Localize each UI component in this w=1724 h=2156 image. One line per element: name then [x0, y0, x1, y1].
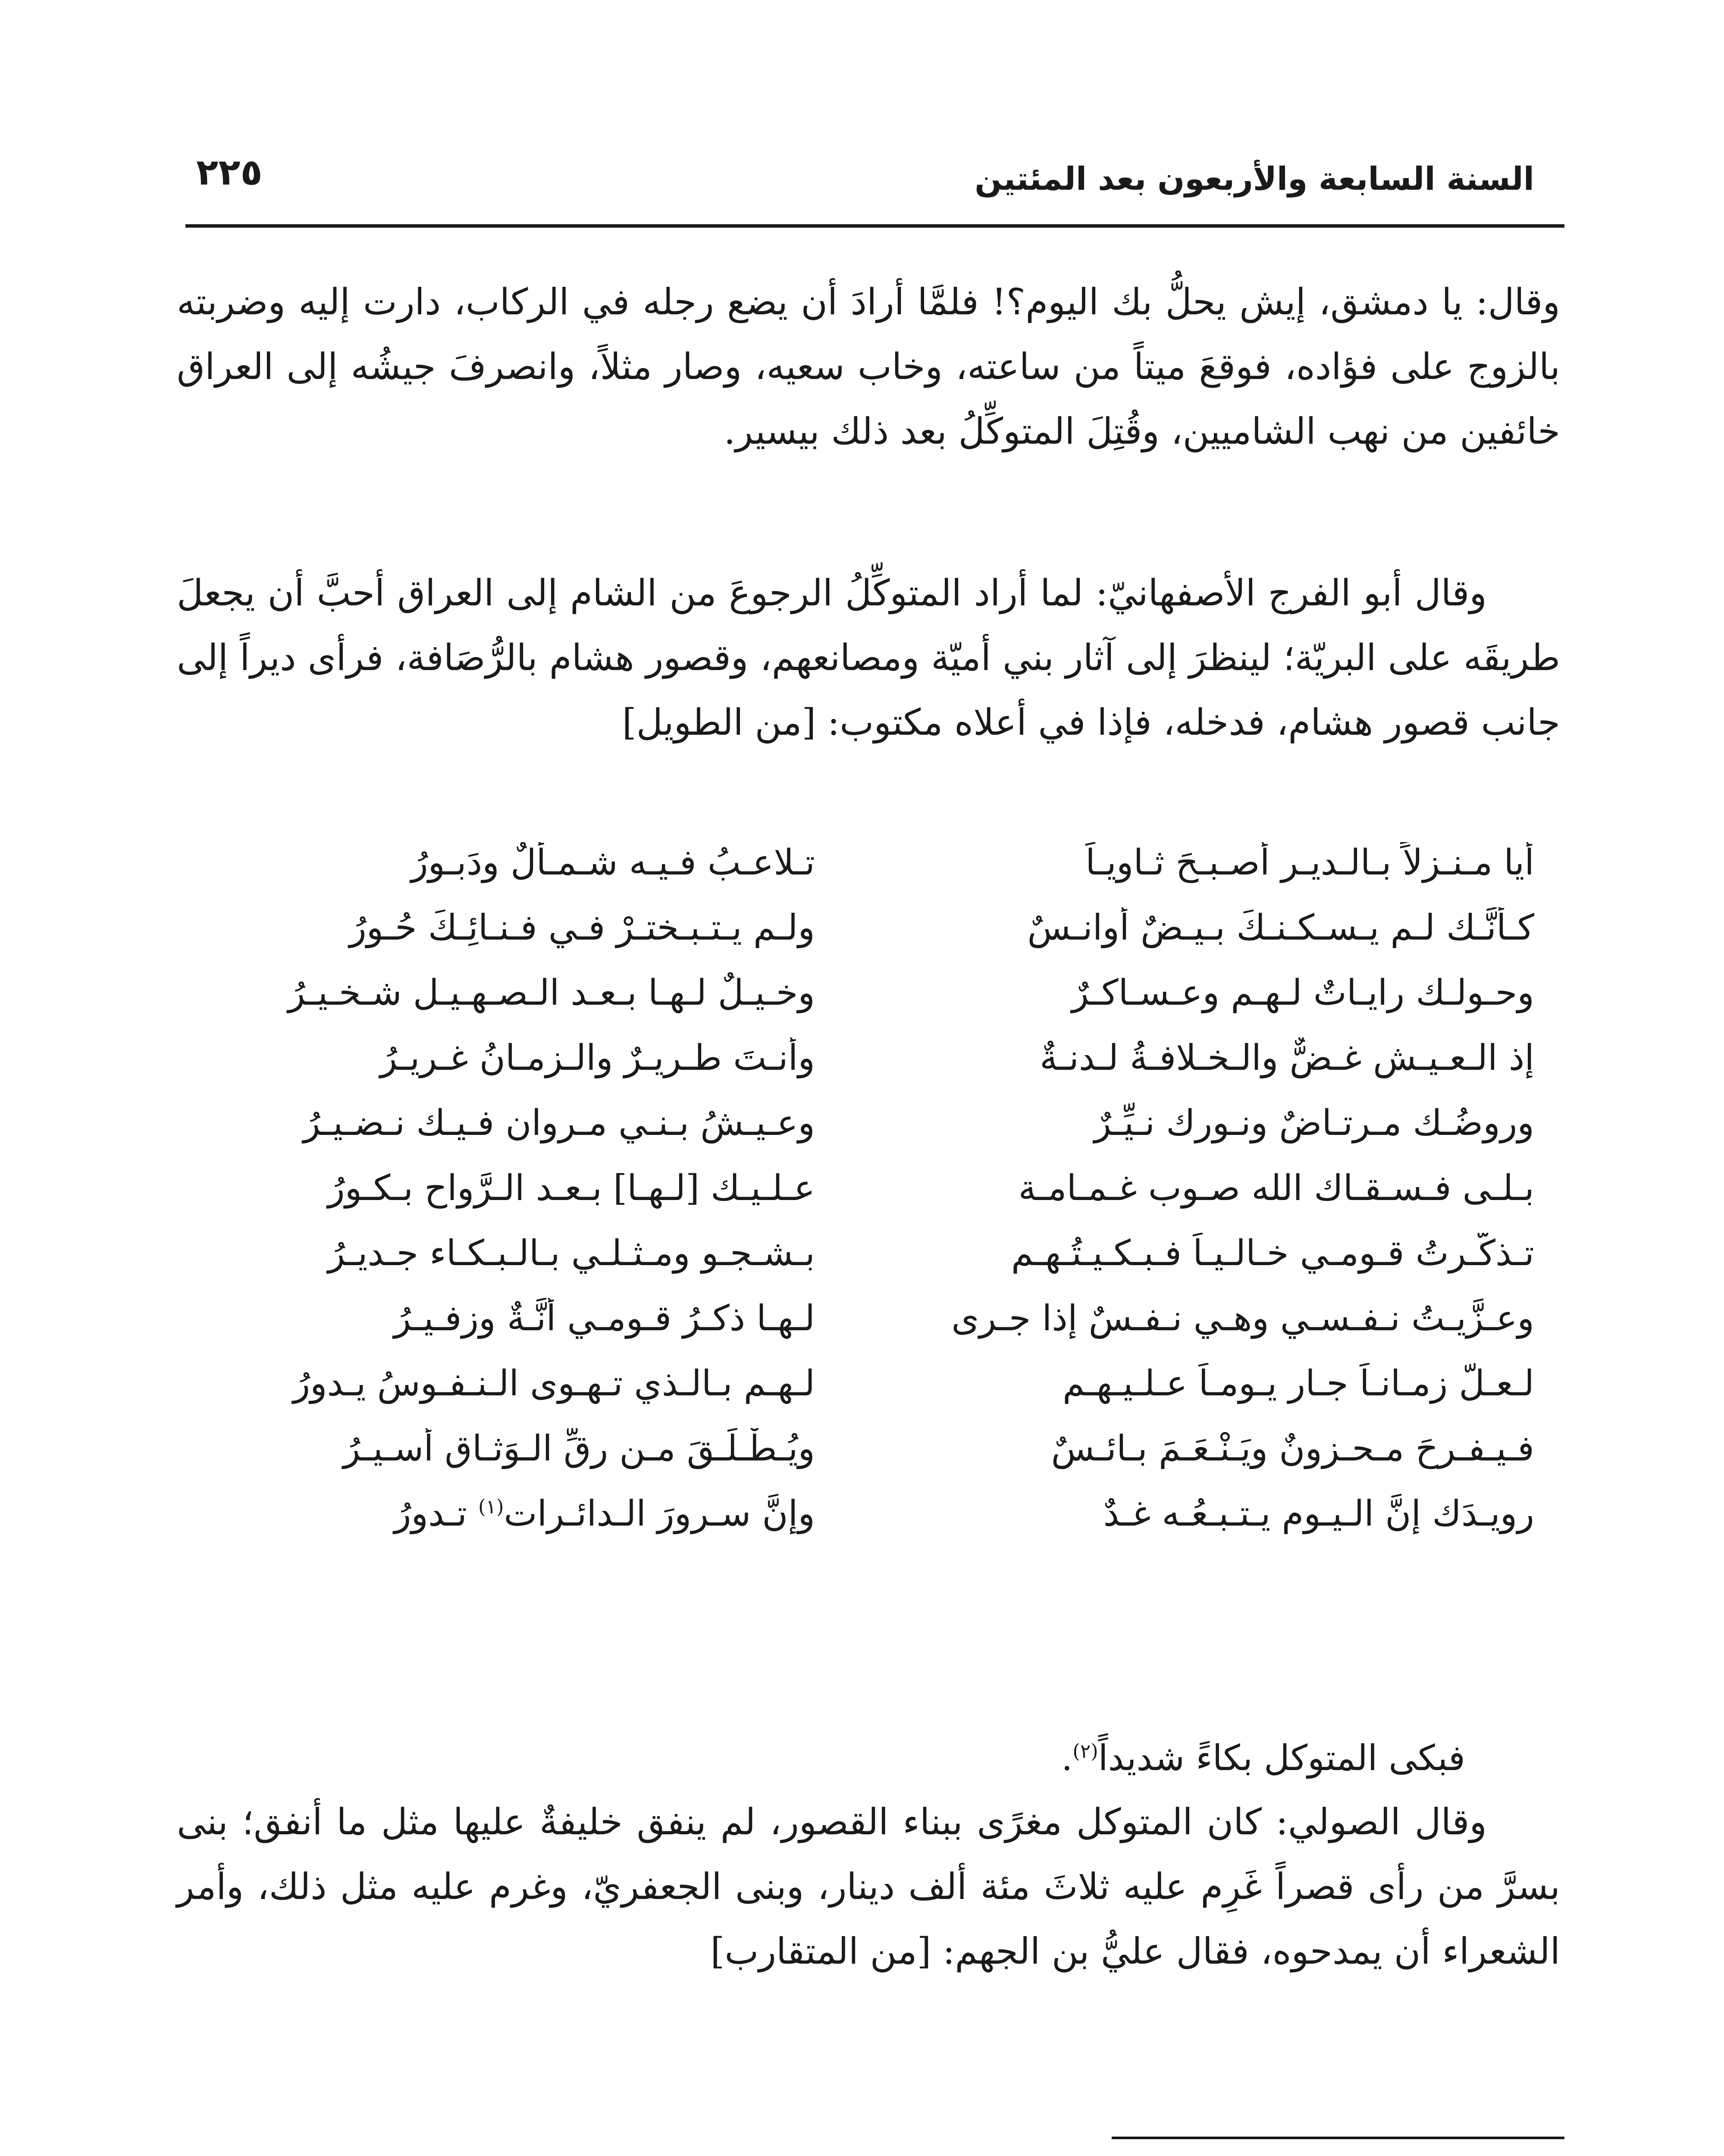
verse-11	[177, 1481, 1560, 1546]
paragraph-3	[177, 1789, 1560, 1984]
verse-10	[177, 1416, 1560, 1481]
verse-7	[177, 1221, 1560, 1286]
running-title: السنة السابعة والأربعون بعد المئتين	[975, 160, 1534, 197]
verse-2	[177, 895, 1560, 960]
verse-5	[177, 1091, 1560, 1156]
first-hemistich: وعـزَّيـتُ نـفـسـي وهـي نـفـسٌ إذا جـرى	[951, 1298, 1534, 1339]
first-hemistich: وروضُـك مـرتـاضٌ ونـورك نـيِّـرٌ	[1094, 1103, 1534, 1144]
paragraph-text: وقال الصولي: كان المتوكل مغرًى ببناء القصور، لم ينفق خليفةٌ عليها مثل ما أنفق؛ بنى بسرَّ من رأى قصراً غَرِم عليه ثلاثَ مئة ألف دينار، وبنى الجعفريّ، وغرم عليه مثل ذلك، وأمر الشعراء أن يمدحوه، فقال عليُّ بن الجهم: [من المتقارب]	[177, 1801, 1560, 1972]
first-hemistich: بـلـى فـسـقـاك الله صـوب غـمـامـة	[1018, 1168, 1534, 1209]
verse-9	[177, 1351, 1560, 1416]
first-hemistich: أيا مـنـزلاً بـالـديـر أصـبـحَ ثـاويـاً	[1085, 842, 1534, 883]
closing-line: فبكى المتوكل بكاءً شديداً$^{(٢)}$.	[1061, 1738, 1465, 1779]
first-hemistich: تـذكَّـرتُ قـومـي خـالـيـاً فـبـكـيـتُـهـم	[1011, 1233, 1534, 1274]
second-hemistich: وأنـتَ طـريـرٌ والـزمـانُ غـريـرُ	[380, 1037, 815, 1078]
second-hemistich: ولـم يـتـبـختـرْ فـي فـنـائِـكَ حُـورُ	[349, 907, 815, 948]
footnote-ref-2[interactable]: (٢)	[1072, 1739, 1098, 1763]
verse-3	[177, 960, 1560, 1025]
page-number: ٢٢٥	[196, 151, 263, 193]
first-hemistich: وحـولـك رايـاتٌ لـهـم وعـسـاكـرٌ	[1072, 972, 1534, 1013]
second-hemistich: بـشـجـوٍ ومـثـلـي بـالـبـكـاء جـديـرُ	[328, 1233, 815, 1274]
second-hemistich: تـلاعـبُ فـيـه شـمـألٌ ودَبـورُ	[411, 842, 815, 883]
poem	[177, 830, 1560, 1546]
first-hemistich: رويـدَك إنَّ الـيـوم يـتـبـعُـه غـدٌ	[1103, 1493, 1534, 1534]
paragraph-2	[177, 561, 1560, 755]
closing-text: فبكى المتوكل بكاءً شديداً	[1098, 1738, 1465, 1779]
first-hemistich: إذ الـعـيـش غـضٌّ والـخـلافـةُ لـدنـةٌ	[1040, 1037, 1534, 1078]
hemistich-end: تـدورُ	[394, 1493, 478, 1534]
hemistich-text: وإنَّ سـرورَ الـدائـرات	[504, 1493, 815, 1534]
footnote-rule	[1112, 2137, 1564, 2139]
footnote-ref-1[interactable]: (١)	[478, 1495, 504, 1518]
second-hemistich: وخـيـلٌ لـهـا بـعـد الـصـهـيـلِ شـخـيـرُ	[288, 972, 815, 1013]
paragraph-text: وقال: يا دمشق، إيش يحلُّ بك اليوم؟! فلمَّا أرادَ أن يضع رجله في الركاب، دارت إليه وضربته بالزوج على فؤاده، فوقعَ ميتاً من ساعته، وخاب سعيه، وصار مثلاً، وانصرفَ جيشُه إلى العراق خائفين من نهب الشاميين، وقُتِلَ المتوكِّلُ بعد ذلك بيسير.	[177, 281, 1560, 452]
second-hemistich: ويُـطْـلَـقَ مـن رقِّ الـوَثـاق أسـيـرُ	[343, 1428, 815, 1469]
second-hemistich: لـهـم بـالـذي تـهـوى الـنـفـوسُ يـدورُ	[293, 1363, 815, 1404]
paragraph-1	[177, 270, 1560, 464]
first-hemistich: كـأنَّـك لـم يـسـكـنـكَ بـيـضٌ أوانـسٌ	[1027, 907, 1534, 948]
verse-6	[177, 1156, 1560, 1221]
first-hemistich: لـعـلَّ زمـانـاً جـار يـومـاً عـلـيـهـم	[1062, 1363, 1534, 1404]
paragraph-text: وقال أبو الفرج الأصفهانيّ: لما أراد المتوكِّلُ الرجوعَ من الشام إلى العراق أحبَّ أن يجعلَ طريقَه على البريّة؛ لينظرَ إلى آثار بني أميّة ومصانعهم، وقصور هشام بالرُّصَافة، فرأى ديراً إلى جانب قصور هشام، فدخله، فإذا في أعلاه مكتوب: [من الطويل]	[177, 572, 1560, 743]
verse-8	[177, 1286, 1560, 1351]
second-hemistich	[177, 1493, 815, 1534]
first-hemistich: فـيـفـرحَ مـحـزونٌ ويَـنْـعَـمَ بـائـسٌ	[1051, 1428, 1534, 1469]
header-rule	[185, 224, 1564, 228]
verse-4	[177, 1025, 1560, 1091]
second-hemistich: وعـيـشُ بـنـي مـروان فـيـك نـضـيـرُ	[303, 1103, 815, 1144]
verse-1	[177, 830, 1560, 895]
second-hemistich: عـلـيـك [لـهـا] بـعـد الـرَّواحِ بـكـورُ	[328, 1168, 815, 1209]
second-hemistich: لـهـا ذكـرُ قـومـي أنَّـةٌ وزفـيـرُ	[394, 1298, 815, 1339]
